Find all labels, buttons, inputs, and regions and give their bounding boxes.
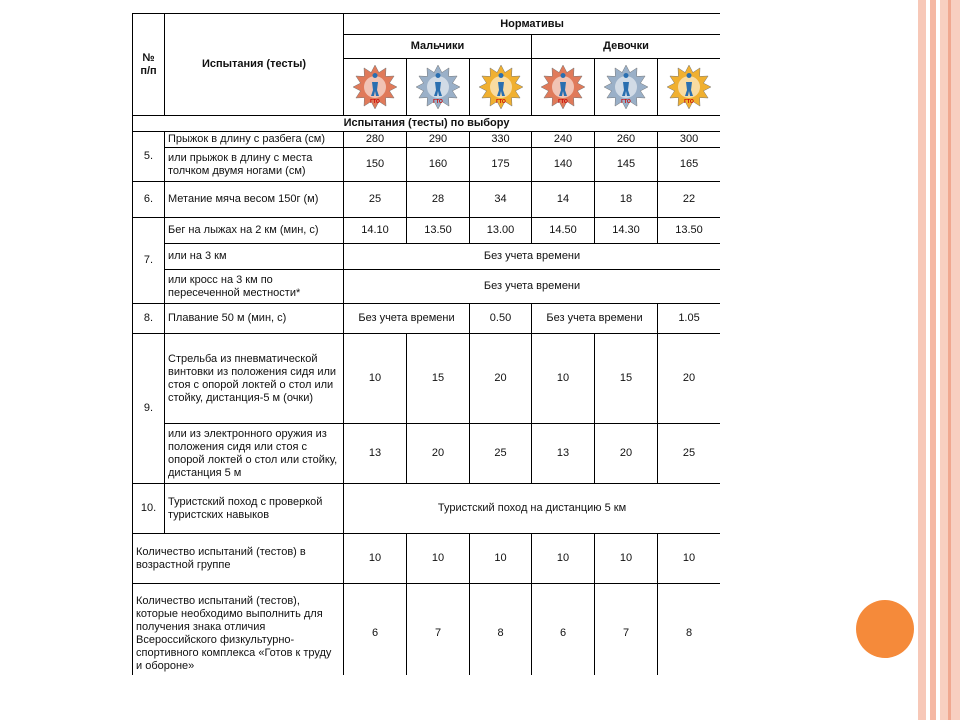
decor-stripe (948, 0, 951, 720)
decor-stripe (930, 0, 936, 720)
test-name: Прыжок в длину с разбега (см) (165, 132, 344, 148)
value-cell: 25 (344, 182, 407, 218)
badge-cell (344, 59, 407, 116)
merged-value-cell: Без учета времени (344, 304, 470, 334)
gold-gto-badge-icon (476, 63, 526, 111)
value-cell: 25 (470, 424, 532, 484)
required-label: Количество испытаний (тестов), которые необходимо выполнить для получения знака отличия Всероссийского физкультурно-спортивного комплекса «Готов к труду и обороне» (133, 584, 344, 676)
value-cell: 20 (470, 334, 532, 424)
header-girls: Девочки (532, 35, 721, 59)
value-cell: 10 (532, 334, 595, 424)
header-norms: Нормативы (344, 14, 721, 35)
test-name: Метание мяча весом 150г (м) (165, 182, 344, 218)
merged-value-cell: Без учета времени (344, 244, 721, 270)
badge-cell (407, 59, 470, 116)
row-num: 5. (133, 132, 165, 182)
value-cell: 175 (470, 148, 532, 182)
silver-gto-badge-icon (413, 63, 463, 111)
row-num: 6. (133, 182, 165, 218)
value-cell: 28 (407, 182, 470, 218)
value-cell: 14.10 (344, 218, 407, 244)
svg-text:ГТО: ГТО (558, 99, 568, 105)
test-name: Стрельба из пневматической винтовки из положения сидя или стоя с опорой локтей о стол или стойку, дистанция-5 м (очки) (165, 334, 344, 424)
value-cell: 330 (470, 132, 532, 148)
value-cell: 18 (595, 182, 658, 218)
test-name: Туристский поход с проверкой туристских навыков (165, 484, 344, 534)
row-num: 9. (133, 334, 165, 484)
table-row (133, 304, 721, 334)
value-cell: 1.05 (658, 304, 721, 334)
merged-value-cell: Туристский поход на дистанцию 5 км (344, 484, 721, 534)
value-cell: 20 (595, 424, 658, 484)
value-cell: 10 (532, 534, 595, 584)
merged-value-cell: Без учета времени (532, 304, 658, 334)
value-cell: 240 (532, 132, 595, 148)
header-boys: Мальчики (344, 35, 532, 59)
value-cell: 20 (407, 424, 470, 484)
table-row (133, 132, 721, 148)
value-cell: 7 (595, 584, 658, 676)
value-cell: 13 (344, 424, 407, 484)
value-cell: 160 (407, 148, 470, 182)
orange-circle-decoration (856, 600, 914, 658)
value-cell: 145 (595, 148, 658, 182)
svg-text:ГТО: ГТО (370, 99, 380, 105)
test-name: Плавание 50 м (мин, с) (165, 304, 344, 334)
row-num: 10. (133, 484, 165, 534)
value-cell: 8 (470, 584, 532, 676)
value-cell: 14.30 (595, 218, 658, 244)
value-cell: 0.50 (470, 304, 532, 334)
value-cell: 165 (658, 148, 721, 182)
value-cell: 13.00 (470, 218, 532, 244)
value-cell: 13.50 (407, 218, 470, 244)
value-cell: 34 (470, 182, 532, 218)
table-row (133, 534, 721, 584)
badge-cell (470, 59, 532, 116)
value-cell: 280 (344, 132, 407, 148)
row-num: 7. (133, 218, 165, 304)
badge-cell (595, 59, 658, 116)
svg-text:ГТО: ГТО (684, 99, 694, 105)
merged-value-cell: Без учета времени (344, 270, 721, 304)
row-num: 8. (133, 304, 165, 334)
value-cell: 13 (532, 424, 595, 484)
table-row (133, 218, 721, 244)
section-title: Испытания (тесты) по выбору (133, 116, 721, 132)
svg-text:ГТО: ГТО (433, 99, 443, 105)
value-cell: 22 (658, 182, 721, 218)
value-cell: 10 (595, 534, 658, 584)
value-cell: 10 (470, 534, 532, 584)
svg-text:ГТО: ГТО (495, 99, 506, 105)
test-name: или из электронного оружия из положения сидя или стоя с опорой локтей о стол или стойку, дистанция 5 м (165, 424, 344, 484)
value-cell: 260 (595, 132, 658, 148)
gold-gto-badge-icon (664, 63, 714, 111)
table-row (133, 148, 721, 182)
value-cell: 140 (532, 148, 595, 182)
value-cell: 15 (407, 334, 470, 424)
silver-gto-badge-icon (601, 63, 651, 111)
test-name: или кросс на 3 км по пересеченной местности* (165, 270, 344, 304)
standards-table-container (132, 13, 720, 675)
decor-stripe (918, 0, 926, 720)
value-cell: 20 (658, 334, 721, 424)
value-cell: 6 (344, 584, 407, 676)
table-row (133, 584, 721, 676)
svg-text:ГТО: ГТО (621, 99, 631, 105)
value-cell: 14.50 (532, 218, 595, 244)
count-label: Количество испытаний (тестов) в возрастной группе (133, 534, 344, 584)
value-cell: 10 (344, 334, 407, 424)
value-cell: 15 (595, 334, 658, 424)
table-row (133, 484, 721, 534)
bronze-gto-badge-icon (350, 63, 400, 111)
value-cell: 10 (407, 534, 470, 584)
table-row (133, 182, 721, 218)
test-name: Бег на лыжах на 2 км (мин, с) (165, 218, 344, 244)
badge-cell (658, 59, 721, 116)
value-cell: 25 (658, 424, 721, 484)
value-cell: 290 (407, 132, 470, 148)
header-num: № п/п (133, 14, 165, 116)
value-cell: 10 (658, 534, 721, 584)
table-row (133, 334, 721, 424)
badge-cell (532, 59, 595, 116)
value-cell: 300 (658, 132, 721, 148)
value-cell: 6 (532, 584, 595, 676)
header-tests: Испытания (тесты) (165, 14, 344, 116)
table-row (133, 244, 721, 270)
table-row (133, 424, 721, 484)
table-row (133, 270, 721, 304)
gto-standards-table (132, 13, 720, 675)
value-cell: 14 (532, 182, 595, 218)
value-cell: 150 (344, 148, 407, 182)
bronze-gto-badge-icon (538, 63, 588, 111)
test-name: или прыжок в длину с места толчком двумя ногами (см) (165, 148, 344, 182)
value-cell: 10 (344, 534, 407, 584)
value-cell: 7 (407, 584, 470, 676)
value-cell: 13.50 (658, 218, 721, 244)
test-name: или на 3 км (165, 244, 344, 270)
value-cell: 8 (658, 584, 721, 676)
